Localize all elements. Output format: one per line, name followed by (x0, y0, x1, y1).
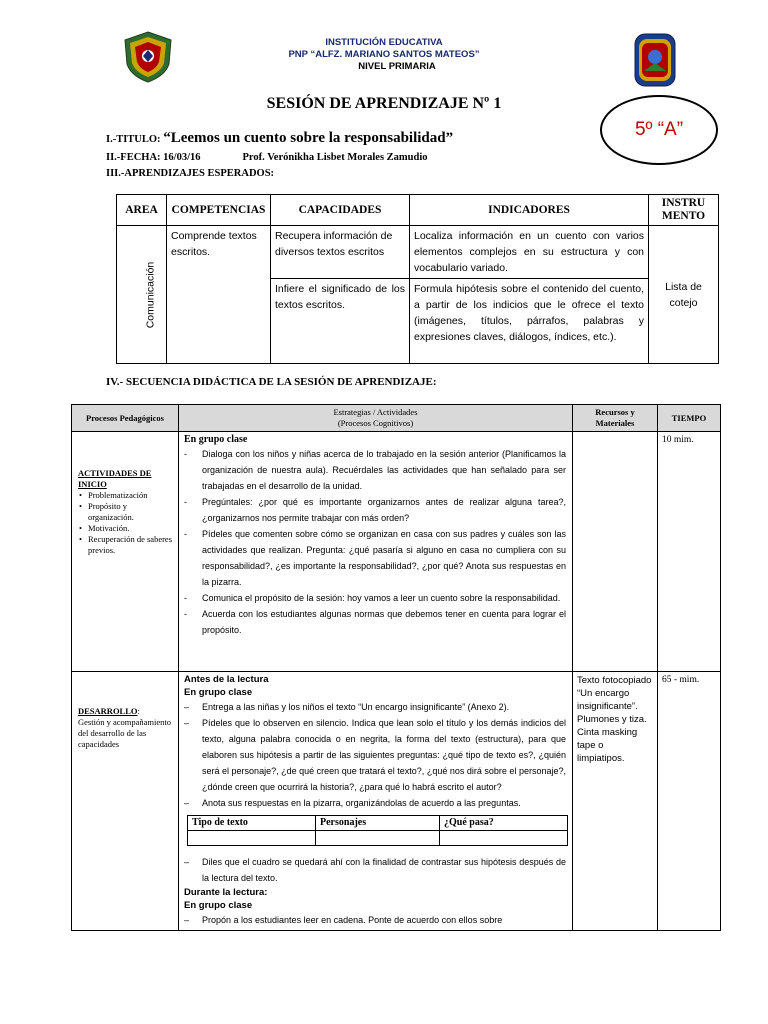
list-item: • Recuperación de saberes previos. (78, 534, 174, 556)
school-header (0, 37, 768, 73)
desarrollo-sub4: En grupo clase (184, 900, 253, 911)
activity-item: - Pregúntales: ¿por qué es importante organizarnos antes de realizar alguna tarea?, ¿organizarnos nos permite trabajar con más orden? (184, 497, 566, 523)
desarrollo-stage-label: DESARROLLO (78, 706, 138, 716)
header-recursos: Recursos y Materiales (573, 405, 658, 432)
section-4-title: IV.- SECUENCIA DIDÁCTICA DE LA SESIÓN DE APRENDIZAJE: (106, 376, 437, 388)
header-tiempo: TIEMPO (658, 405, 721, 432)
grade-label: 5º “A” (634, 119, 684, 140)
desarrollo-activities-cell (179, 672, 573, 931)
list-item: • Propósito y organización. (78, 501, 174, 523)
desarrollo-recursos: Texto fotocopiado “Un encargo insignificante”. Plumones y tiza. Cinta masking tape o limpiatipos. (573, 672, 658, 931)
instrumento-cell: Lista de cotejo (649, 226, 719, 364)
desarrollo-sub2: En grupo clase (184, 687, 253, 698)
titulo-line (106, 130, 453, 147)
inicio-process-list (78, 490, 174, 556)
competencia-cell: Comprende textos escritos. (167, 226, 271, 364)
fecha-line (106, 152, 428, 163)
header-capacidades: CAPACIDADES (271, 195, 410, 226)
desarrollo-sub1: Antes de la lectura (184, 674, 269, 685)
desarrollo-process-cell: DESARROLLO: Gestión y acompañamiento del desarrollo de las capacidades (72, 672, 179, 931)
activity-item: – Propón a los estudiantes leer en cadena. Ponte de acuerdo con ellos sobre (184, 915, 503, 925)
titulo-label: I.-TITULO: (106, 134, 161, 145)
header-instrumento: INSTRU MENTO (649, 195, 719, 226)
inner-header-personajes: Personajes (316, 816, 440, 831)
inicio-stage-label: ACTIVIDADES DE INICIO (78, 468, 152, 489)
school-header-line2: PNP “ALFZ. MARIANO SANTOS MATEOS” (288, 49, 480, 60)
activity-item: – Entrega a las niñas y los niños el texto “Un encargo insignificante” (Anexo 2). (184, 702, 510, 712)
header-indicadores: INDICADORES (410, 195, 649, 226)
activity-item: – Pídeles que lo observen en silencio. Indica que lean solo el título y los demás indicios del texto, alguna palabra conocida o en negrita, la forma del texto (estructura), para que elaboren sus hipótesis a partir de las siguientes preguntas: ¿qué tipo de texto es?, ¿quién será el personaje?, ¿de qué creen que tratará el texto?, ¿qué nos dirá sobre el personaje?, ¿dónde creen que ocurrirá la historia?, ¿para qué lo habrá escrito el autor? (184, 718, 566, 792)
page-title: SESIÓN DE APRENDIZAJE Nº 1 (266, 95, 502, 112)
header-estrategias-sub: (Procesos Cognitivos) (337, 418, 414, 428)
capacidad-cell: Recupera información de diversos textos escritos (271, 226, 410, 279)
school-header-level: NIVEL PRIMARIA (358, 61, 436, 72)
secuencia-table (71, 404, 721, 931)
aprendizajes-label: III.-APRENDIZAJES ESPERADOS: (106, 168, 275, 179)
header-estrategias-title: Estrategias / Actividades (333, 407, 418, 417)
desarrollo-stage-desc: Gestión y acompañamiento del desarrollo de las capacidades (78, 717, 172, 749)
header-estrategias (179, 405, 573, 432)
area-cell (117, 226, 167, 364)
school-header-line1: INSTITUCIÓN EDUCATIVA (325, 37, 443, 48)
desarrollo-sub3: Durante la lectura: (184, 887, 268, 898)
activity-item: - Dialoga con los niños y niñas acerca de lo trabajado en la sesión anterior (Planificamos la organización de nuestra aula). Recuérdales las actividades que han señalado para ser trabajadas en el desarrollo de la unidad. (184, 449, 566, 491)
list-item: • Motivación. (78, 523, 174, 534)
header-competencias: COMPETENCIAS (167, 195, 271, 226)
profesor-name: Prof. Verónikha Lisbet Morales Zamudio (242, 152, 428, 163)
fecha-label: II.-FECHA: 16/03/16 (106, 152, 201, 163)
desarrollo-tiempo: 65 - mim. (658, 672, 721, 931)
capacidad-cell: Infiere el significado de los textos escritos. (271, 279, 410, 364)
indicador-cell: Formula hipótesis sobre el contenido del cuento, a partir de los indicios que le ofrece el texto (imágenes, títulos, párrafos, palabras y expresiones claves, diálogos, índices, etc.). (410, 279, 649, 364)
titulo-value: “Leemos un cuento sobre la responsabilidad” (163, 130, 454, 146)
inicio-subtitle: En grupo clase (184, 434, 248, 445)
activity-item: – Anota sus respuestas en la pizarra, organizándolas de acuerdo a las preguntas. (184, 798, 521, 808)
inicio-tiempo: 10 mim. (658, 432, 721, 672)
header-procesos: Procesos Pedagógicos (72, 405, 179, 432)
inner-header-tipo: Tipo de texto (188, 816, 316, 831)
inicio-recursos-cell (573, 432, 658, 672)
header-area: AREA (117, 195, 167, 226)
activity-item: – Diles que el cuadro se quedará ahí con la finalidad de contrastar sus hipótesis después de la lectura del texto. (184, 857, 566, 883)
activity-item: - Pídeles que comenten sobre cómo se organizan en casa con sus padres y cuáles son las actividades que realizan. Pregunta: ¿qué pasaría si alguno en casa no cumpliera con su responsabilidad?, ¿es importante la responsabilidad?, ¿por qué? Anota sus respuestas en la pizarra. (184, 529, 566, 587)
activity-item: - Comunica el propósito de la sesión: hoy vamos a leer un cuento sobre la responsabilidad. (184, 593, 561, 603)
area-value: Comunicación (144, 261, 157, 328)
list-item: • Problematización (78, 490, 174, 501)
activity-item: - Acuerda con los estudiantes algunas normas que debemos tener en cuenta para lograr el propósito. (184, 609, 566, 635)
aprendizajes-table (116, 194, 719, 364)
inicio-process-cell (72, 432, 179, 672)
indicador-cell: Localiza información en un cuento con varios elementos complejos en su estructura y con vocabulario variado. (410, 226, 649, 279)
inner-header-que-pasa: ¿Qué pasa? (440, 816, 568, 831)
hypothesis-table (187, 815, 568, 846)
inicio-activities-cell (179, 432, 573, 672)
